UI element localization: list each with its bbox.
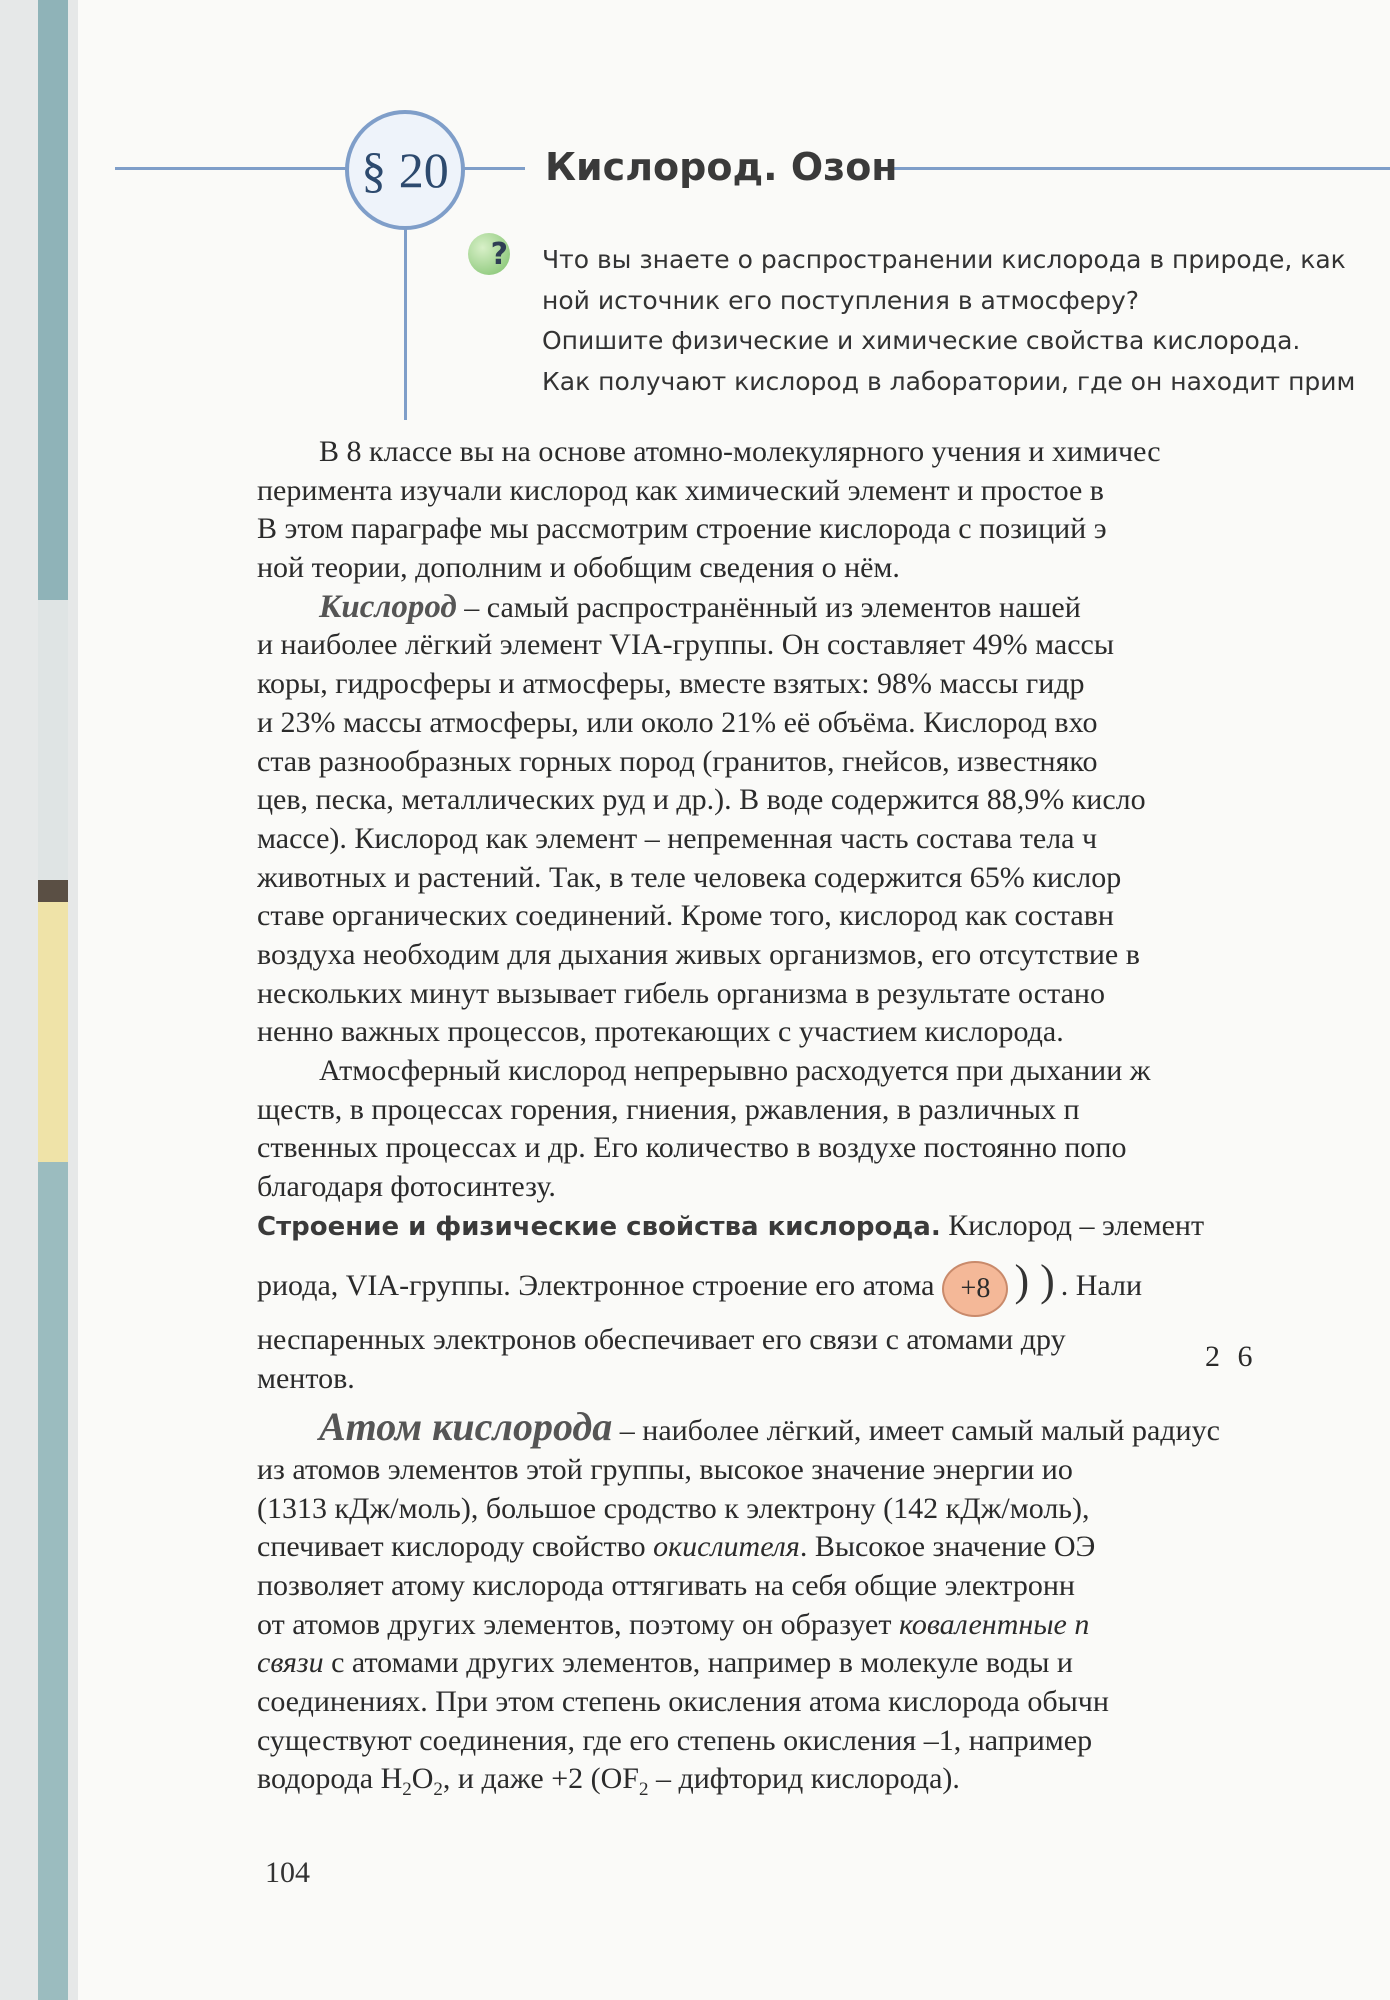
question-line: ной источник его поступления в атмосферу? [542,285,1140,315]
section-badge [345,110,465,230]
text-line: существуют соединения, где его степень окисления –1, например [257,1723,1093,1757]
structure-heading: Строение и физические свойства кислорода. [257,1211,941,1242]
electron-shells-icon: ) ) [1014,1256,1055,1306]
formula-line: водорода $H_2O_2$, и даже +2 ($OF_2$ – дифторид кислорода). [257,1762,960,1799]
page-number: 104 [265,1856,310,1889]
question-line: Опишите физические и химические свойства кислорода. [542,326,1301,355]
text-line: ненно важных процессов, протекающих с участием кислорода. [257,1015,1064,1049]
binding-strip [0,0,78,2000]
page-title: Кислород. Озон [545,145,898,189]
electron-shell-counts: 2 6 [1205,1340,1253,1373]
text-line: неспаренных электронов обеспечивает его связи с атомами дру [257,1323,1066,1357]
header-rule-mid [463,167,525,170]
text-line: соединениях. При этом степень окисления атома кислорода обычн [257,1684,1109,1718]
text-line: из атомов элементов этой группы, высокое значение энергии ио [257,1452,1073,1486]
text-line: риода, VIA-группы. Электронное строение его атома +8 ) ) . Нали [257,1245,1390,1317]
text-line: ственных процессах и др. Его количество в воздухе постоянно попо [257,1131,1127,1165]
text-line: перимента изучали кислород как химический элемент и простое в [257,473,1104,507]
header-rule-left [115,167,347,170]
atom-nucleus: +8 [942,1261,1008,1317]
text-line: животных и растений. Так, в теле человека содержится 65% кислор [257,860,1122,894]
text-line: В этом параграфе мы рассмотрим строение кислорода с позиций э [257,512,1107,546]
text-line: Атмосферный кислород непрерывно расходуется при дыхании ж [319,1054,1151,1087]
text-line: ментов. [257,1362,355,1396]
text-line: В 8 классе вы на основе атомно-молекулярного учения и химичес [319,435,1161,468]
text-line: ной теории, дополним и обобщим сведения о нём. [257,551,900,585]
text-line: связи с атомами других элементов, например в молекуле воды и [257,1646,1073,1680]
text-line: благодаря фотосинтезу. [257,1170,556,1204]
text-line: нескольких минут вызывает гибель организма в результате остано [257,976,1105,1010]
text-line: массе). Кислород как элемент – непременная часть состава тела ч [257,821,1098,855]
text-line: воздуха необходим для дыхания живых организмов, его отсутствие в [257,937,1140,971]
text-line: цев, песка, металлических руд и др.). В воде содержится 88,9% кисло [257,783,1146,817]
question-line: Что вы знаете о распространении кислорода в природе, как [542,245,1346,274]
question-line: Как получают кислород в лаборатории, где он находит прим [542,366,1356,396]
term-atom-oxygen: Атом кислорода [319,1403,613,1449]
term-oxygen: Кислород [319,588,457,625]
text-line: коры, гидросферы и атмосферы, вместе взятых: 98% массы гидр [257,667,1085,701]
header-rule-right [880,167,1390,170]
text-line: Кислород – самый распространённый из элементов нашей [319,588,1081,625]
text-line: Атом кислорода – наиболее лёгкий, имеет самый малый радиус [319,1403,1220,1449]
text-line: (1313 кДж/моль), большое сродство к электрону (142 кДж/моль), [257,1491,1090,1525]
text-line: спечивает кислороду свойство окислителя. Высокое значение ОЭ [257,1530,1096,1564]
header-rule-vertical [404,228,407,420]
term-oxidizer: окислителя [653,1530,800,1564]
body-text [257,433,1390,1799]
text-line: ществ, в процессах горения, гниения, ржавления, в различных п [257,1092,1080,1126]
section-number: § 20 [361,142,449,198]
text-line: от атомов других элементов, поэтому он образует ковалентные п [257,1607,1090,1641]
review-questions [542,240,1390,402]
text-line: став разнообразных горных пород (гранитов, гнейсов, известняко [257,744,1098,778]
text-line: Строение и физические свойства кислорода. Кислород – элемент [257,1208,1205,1242]
question-mark-icon: ? [468,233,510,275]
term-covalent: ковалентные п [898,1607,1090,1641]
text-line: и наиболее лёгкий элемент VIA-группы. Он составляет 49% массы [257,628,1115,662]
text-line: ставе органических соединений. Кроме того, кислород как составн [257,899,1114,933]
text-line: и 23% массы атмосферы, или около 21% её объёма. Кислород вхо [257,705,1098,739]
text-line: позволяет атому кислорода оттягивать на себя общие электронн [257,1568,1075,1602]
